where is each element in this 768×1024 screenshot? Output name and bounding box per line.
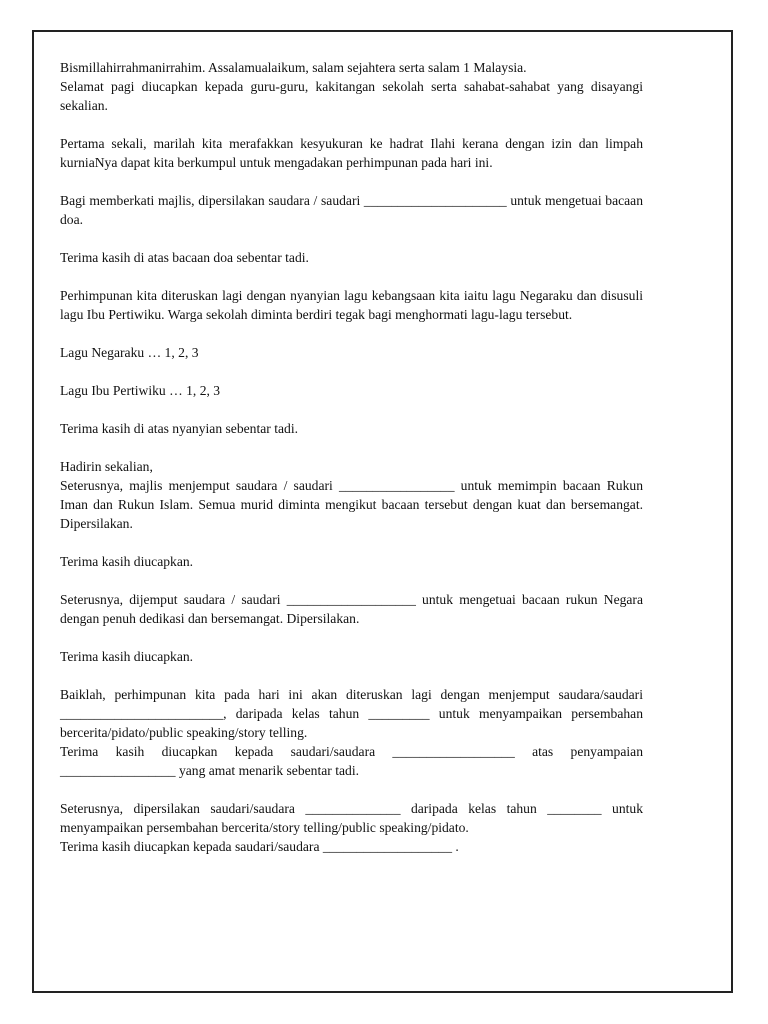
paragraph-line: Seterusnya, dijemput saudara / saudari ___________________ untuk mengetuai bacaan rukun Negara dengan penuh dedikasi dan bersemangat. Dipersilakan.: [60, 592, 643, 626]
paragraph: [60, 647, 643, 666]
paragraph: [60, 457, 643, 533]
paragraph: [60, 286, 643, 324]
paragraph-line: Terima kasih di atas bacaan doa sebentar tadi.: [60, 250, 309, 265]
paragraph-line: Lagu Negaraku … 1, 2, 3: [60, 345, 199, 360]
document-body: [60, 58, 643, 856]
paragraph: [60, 248, 643, 267]
paragraph: [60, 134, 643, 172]
paragraph-line: Terima kasih diucapkan.: [60, 649, 194, 664]
paragraph: [60, 799, 643, 856]
paragraph-line: Selamat pagi diucapkan kepada guru-guru, kakitangan sekolah serta sahabat-sahabat yang disayangi sekalian.: [60, 79, 643, 113]
paragraph-line: Hadirin sekalian,: [60, 459, 153, 474]
paragraph-line: Bismillahirrahmanirrahim. Assalamualaikum, salam sejahtera serta salam 1 Malaysia.: [60, 60, 527, 75]
paragraph: [60, 552, 643, 571]
paragraph-line: Terima kasih diucapkan kepada saudari/saudara ___________________ .: [60, 839, 459, 854]
paragraph-line: Baiklah, perhimpunan kita pada hari ini akan diteruskan lagi dengan menjemput saudara/saudari ________________________, daripada kelas tahun _________ untuk menyampaikan persembahan bercerita/pidato/public speaking/story telling.: [60, 687, 643, 740]
paragraph: [60, 191, 643, 229]
paragraph: [60, 381, 643, 400]
paragraph: [60, 590, 643, 628]
paragraph-line: Terima kasih di atas nyanyian sebentar tadi.: [60, 421, 298, 436]
paragraph-line: Bagi memberkati majlis, dipersilakan saudara / saudari _____________________ untuk mengetuai bacaan doa.: [60, 193, 643, 227]
paragraph: [60, 58, 643, 115]
paragraph: [60, 343, 643, 362]
paragraph-line: Perhimpunan kita diteruskan lagi dengan nyanyian lagu kebangsaan kita iaitu lagu Negaraku dan disusuli lagu Ibu Pertiwiku. Warga sekolah diminta berdiri tegak bagi menghormati lagu-lagu tersebut.: [60, 288, 643, 322]
paragraph: [60, 685, 643, 780]
paragraph-line: Terima kasih diucapkan.: [60, 554, 194, 569]
paragraph-line: Pertama sekali, marilah kita merafakkan kesyukuran ke hadrat Ilahi kerana dengan izin dan limpah kurniaNya dapat kita berkumpul untuk mengadakan perhimpunan pada hari ini.: [60, 136, 643, 170]
paragraph-line: Lagu Ibu Pertiwiku … 1, 2, 3: [60, 383, 221, 398]
paragraph-line: Terima kasih diucapkan kepada saudari/saudara __________________ atas penyampaian _________________ yang amat menarik sebentar tadi.: [60, 744, 643, 778]
paragraph: [60, 419, 643, 438]
paragraph-line: Seterusnya, dipersilakan saudari/saudara ______________ daripada kelas tahun ________ untuk menyampaikan persembahan bercerita/story telling/public speaking/pidato.: [60, 801, 643, 835]
paragraph-line: Seterusnya, majlis menjemput saudara / saudari _________________ untuk memimpin bacaan Rukun Iman dan Rukun Islam. Semua murid diminta mengikut bacaan tersebut dengan kuat dan bersemangat. Dipersilakan.: [60, 478, 643, 531]
